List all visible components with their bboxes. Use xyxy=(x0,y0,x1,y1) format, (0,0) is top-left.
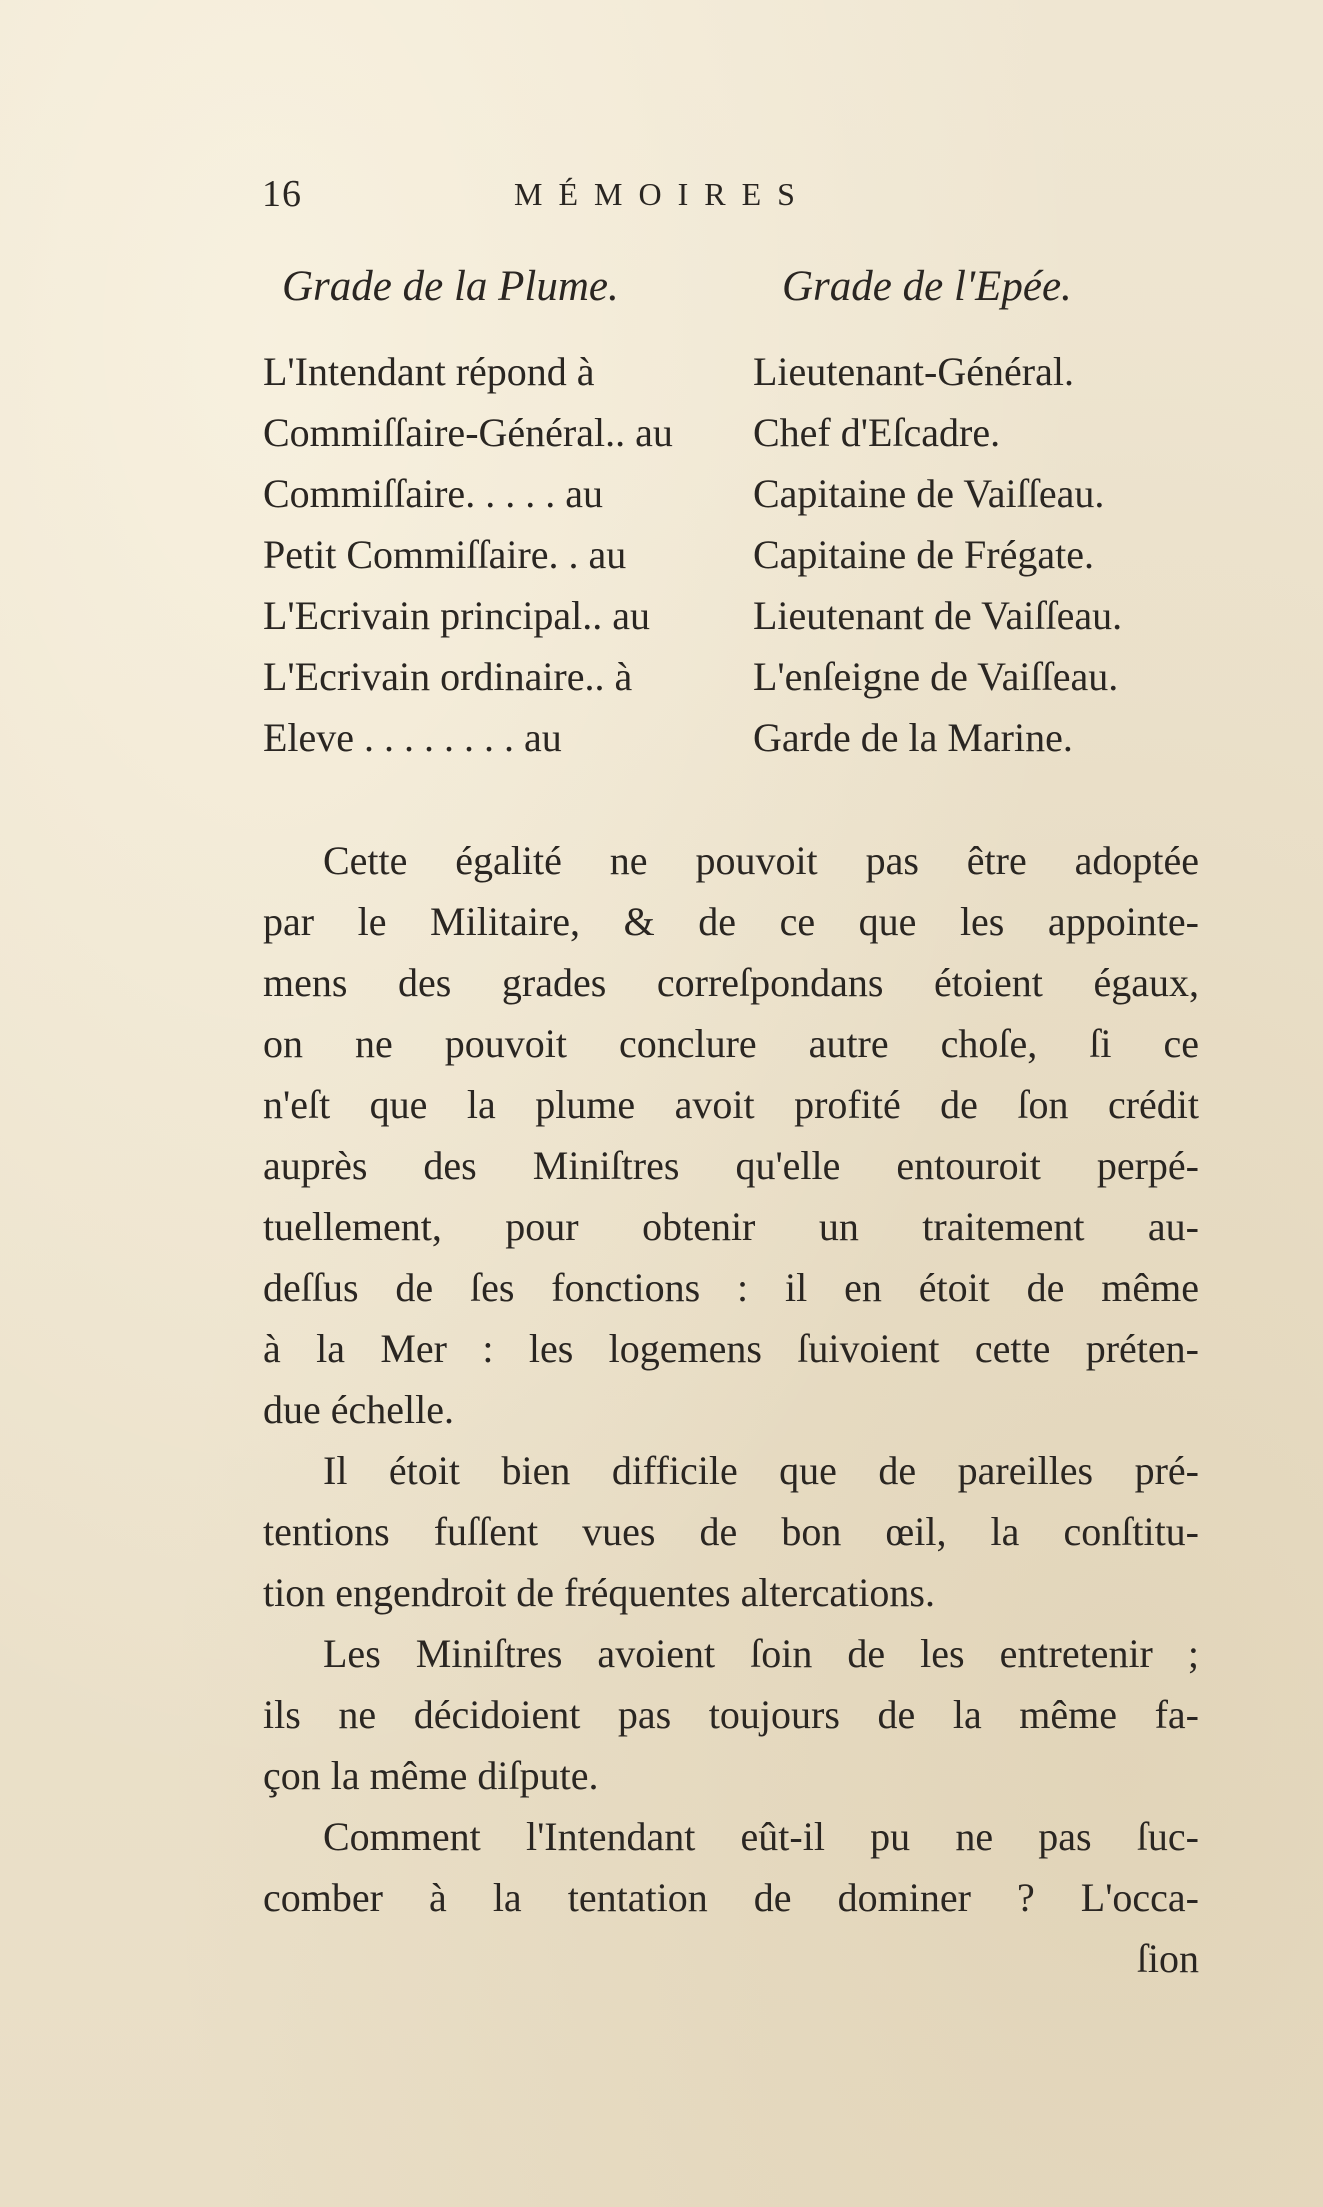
grade-row xyxy=(263,531,1203,592)
text-line: Les Miniſtres avoient ſoin de les entretenir ; xyxy=(323,1631,1199,1676)
grade-row xyxy=(263,592,1203,653)
grades-table xyxy=(263,348,1203,775)
paragraph xyxy=(263,830,1199,1440)
text-line: comber à la tentation de dominer ? L'occa- xyxy=(263,1875,1199,1920)
catchword: ſion xyxy=(1136,1936,1199,1981)
text-line: tuellement, pour obtenir un traitement au- xyxy=(263,1204,1199,1249)
grade-epee-heading: Grade de l'Epée. xyxy=(782,263,1072,310)
grade-epee: Garde de la Marine. xyxy=(753,715,1073,760)
text-line: par le Militaire, & de ce que les appointe- xyxy=(263,899,1199,944)
body-text xyxy=(263,830,1199,1989)
grade-row xyxy=(263,714,1203,775)
grade-epee: Capitaine de Frégate. xyxy=(753,532,1094,577)
page-number: 16 xyxy=(262,173,302,215)
grade-epee: Lieutenant de Vaiſſeau. xyxy=(753,593,1123,638)
grade-plume: Petit Commiſſaire. . au xyxy=(263,532,627,577)
grade-plume: L'Ecrivain principal.. au xyxy=(263,593,651,638)
text-line: tion engendroit de fréquentes altercations. xyxy=(263,1570,935,1615)
text-line: Comment l'Intendant eût-il pu ne pas ſuc- xyxy=(323,1814,1199,1859)
grade-row xyxy=(263,409,1203,470)
text-line: Cette égalité ne pouvoit pas être adoptée xyxy=(323,838,1199,883)
grade-plume-heading: Grade de la Plume. xyxy=(282,263,619,310)
grade-epee: L'enſeigne de Vaiſſeau. xyxy=(753,654,1119,699)
text-line: auprès des Miniſtres qu'elle entouroit perpé- xyxy=(263,1143,1199,1188)
grade-epee: Lieutenant-Général. xyxy=(753,349,1074,394)
text-line: deſſus de ſes fonctions : il en étoit de même xyxy=(263,1265,1199,1310)
text-line: mens des grades correſpondans étoient égaux, xyxy=(263,960,1199,1005)
grade-plume: Eleve . . . . . . . . au xyxy=(263,715,562,760)
grade-plume: Commiſſaire. . . . . au xyxy=(263,471,603,516)
text-line: à la Mer : les logemens ſuivoient cette préten- xyxy=(263,1326,1199,1371)
paragraph xyxy=(263,1623,1199,1806)
text-line: tentions fuſſent vues de bon œil, la conſtitu- xyxy=(263,1509,1199,1554)
text-line: ils ne décidoient pas toujours de la même fa- xyxy=(263,1692,1199,1737)
text-line: due échelle. xyxy=(263,1387,454,1432)
text-line: çon la même diſpute. xyxy=(263,1753,599,1798)
grade-plume: L'Ecrivain ordinaire.. à xyxy=(263,654,633,699)
grade-plume: L'Intendant répond à xyxy=(263,349,595,394)
running-title: MÉMOIRES xyxy=(514,176,811,212)
grade-epee: Chef d'Eſcadre. xyxy=(753,410,1001,455)
text-line: on ne pouvoit conclure autre choſe, ſi ce xyxy=(263,1021,1199,1066)
grade-row xyxy=(263,470,1203,531)
text-line: n'eſt que la plume avoit profité de ſon crédit xyxy=(263,1082,1199,1127)
paragraph xyxy=(263,1440,1199,1623)
grade-row xyxy=(263,653,1203,714)
page-header xyxy=(262,172,922,232)
grade-plume: Commiſſaire-Général.. au xyxy=(263,410,673,455)
paragraph xyxy=(263,1806,1199,1928)
grade-row xyxy=(263,348,1203,409)
text-line: Il étoit bien difficile que de pareilles pré- xyxy=(323,1448,1199,1493)
grade-epee: Capitaine de Vaiſſeau. xyxy=(753,471,1105,516)
grades-table-header xyxy=(282,262,1182,322)
